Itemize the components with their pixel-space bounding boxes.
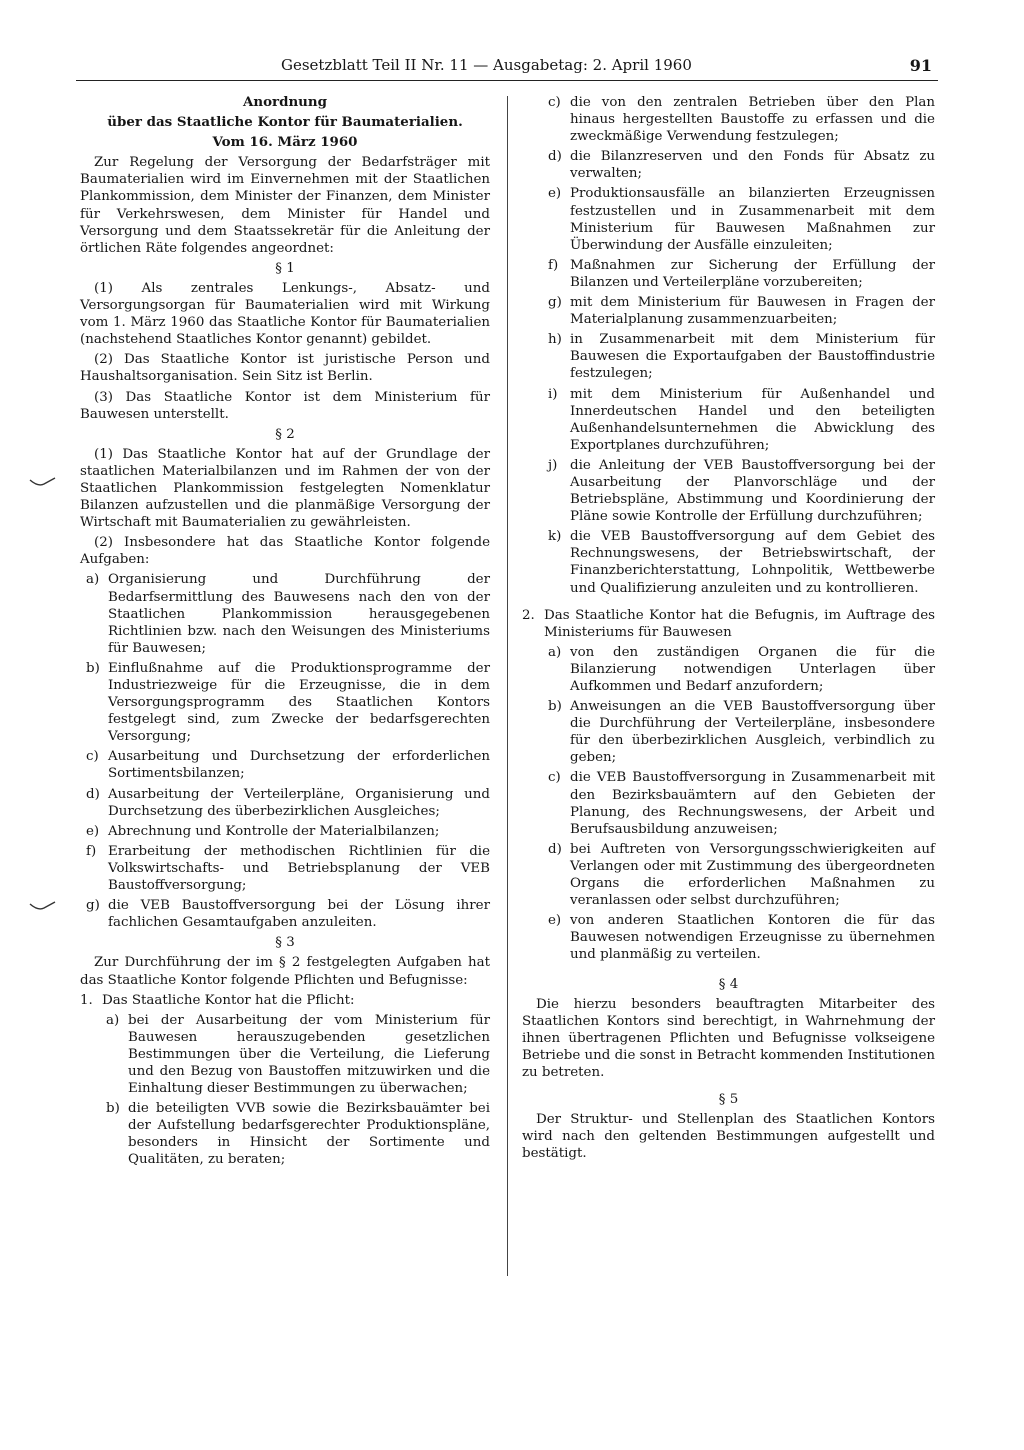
margin-checkmark-icon — [28, 476, 58, 488]
section-heading-5: § 5 — [718, 1092, 739, 1108]
list-item: j) die Anleitung der VEB Baustoffversorgung bei der Ausarbeitung der Planvorschläge und der Betriebspläne, Abstimmung und Koordinierung der Pläne sowie Kontrolle der Erfüllung durchzuführen; — [548, 457, 935, 525]
section-heading-1: § 1 — [275, 260, 295, 276]
numbered-item: 2. Das Staatliche Kontor hat die Befugnis, im Auftrage des Ministeriums für Bauwesen — [522, 607, 935, 640]
list-item: a) bei der Ausarbeitung der vom Ministerium für Bauwesen herauszugebenden gesetzlichen Bestimmungen über die Verteilung, die Lieferung und den Bezug von Baustoffen mitzuwirken und die Einhaltung dieser Bestimmungen zu überwachen; — [106, 1012, 490, 1097]
list-item: d) Ausarbeitung der Verteilerpläne, Organisierung und Durchsetzung des überbezirklichen Ausgleiches; — [86, 786, 490, 819]
list-item: h) in Zusammenarbeit mit dem Ministerium für Bauwesen die Exportaufgaben der Baustoffindustrie festzulegen; — [548, 332, 935, 382]
left-column — [80, 94, 490, 1172]
section-5-text: Der Struktur- und Stellenplan des Staatlichen Kontors wird nach den geltenden Bestimmungen aufgestellt und bestätigt. — [522, 1112, 935, 1162]
list-item: g) die VEB Baustoffversorgung bei der Lösung ihrer fachlichen Gesamtaufgaben anzuleiten. — [86, 898, 490, 931]
list-item: g) mit dem Ministerium für Bauwesen in Fragen der Materialplanung zusammenzuarbeiten; — [548, 295, 935, 328]
section-1-paragraph-1: (1) Als zentrales Lenkungs-, Absatz- und Versorgungsorgan für Baumaterialien wird mit Wirkung vom 1. März 1960 das Staatliche Kontor für Baumaterialien (nachstehend Staatliches Kontor genannt) gebildet. — [80, 280, 490, 348]
margin-checkmark-icon — [28, 900, 58, 912]
list-item: f) Maßnahmen zur Sicherung der Erfüllung der Bilanzen und Verteilerpläne vorzubereiten; — [548, 257, 935, 290]
section-2-paragraph-2: (2) Insbesondere hat das Staatliche Kontor folgende Aufgaben: — [80, 535, 490, 568]
preamble: Zur Regelung der Versorgung der Bedarfsträger mit Baumaterialien wird im Einvernehmen mit der Staatlichen Plankommission, dem Minister der Finanzen, dem Minister für Verkehrswesen, dem Minister für Handel und Versorgung und dem Staatssekretär für die Anleitung der örtlichen Räte folgendes angeordnet: — [80, 155, 490, 256]
section-3-intro: Zur Durchführung der im § 2 festgelegten Aufgaben hat das Staatliche Kontor folgende Pflichten und Befugnisse: — [80, 955, 490, 988]
document-date: Vom 16. März 1960 — [212, 134, 358, 151]
list-item: c) Ausarbeitung und Durchsetzung der erforderlichen Sortimentsbilanzen; — [86, 749, 490, 782]
list-item: d) bei Auftreten von Versorgungsschwierigkeiten auf Verlangen oder mit Zustimmung des übergeordneten Organs die erforderlichen Maßnahmen zu veranlassen oder selbst durchzuführen; — [548, 841, 935, 909]
page-header — [76, 56, 938, 80]
list-item: e) Abrechnung und Kontrolle der Materialbilanzen; — [86, 823, 440, 839]
list-item: a) von den zuständigen Organen die für die Bilanzierung notwendigen Unterlagen über Aufkommen und Bedarf anzufordern; — [548, 644, 935, 694]
section-1-paragraph-2: (2) Das Staatliche Kontor ist juristische Person und Haushaltsorganisation. Sein Sitz ist Berlin. — [80, 352, 490, 385]
page-number: 91 — [909, 56, 932, 75]
list-item: a) Organisierung und Durchführung der Bedarfsermittlung des Bauwesens nach den von der Staatlichen Plankommission herausgegebenen Richtlinien bzw. nach den Weisungen des Ministeriums für Bauwesen; — [86, 572, 490, 656]
document-subtitle: über das Staatliche Kontor für Baumaterialien. — [107, 114, 463, 131]
list-item: f) Erarbeitung der methodischen Richtlinien für die Volkswirtschafts- und Betriebsplanung der VEB Baustoffversorgung; — [86, 843, 490, 894]
right-column — [522, 94, 935, 1165]
section-heading-2: § 2 — [275, 426, 295, 442]
list-item: i) mit dem Ministerium für Außenhandel und Innerdeutschen Handel und den beteiligten Außenhandelsunternehmen die Abwicklung des Exportplanes durchzuführen; — [548, 386, 935, 453]
list-item: c) die VEB Baustoffversorgung in Zusammenarbeit mit den Bezirksbauämtern auf den Gebieten der Planung, des Rechnungswesens, der Arbeit und Berufsausbildung anzuweisen; — [548, 770, 935, 837]
numbered-item: 1. Das Staatliche Kontor hat die Pflicht: — [80, 992, 355, 1008]
list-item: e) von anderen Staatlichen Kontoren die für das Bauwesen notwendigen Erzeugnisse zu übernehmen und planmäßig zu verteilen. — [548, 913, 935, 963]
list-item: b) Anweisungen an die VEB Baustoffversorgung über die Durchführung der Verteilerpläne, insbesondere für den überbezirklichen Ausgleich, verbindlich zu geben; — [548, 699, 935, 766]
header-title: Gesetzblatt Teil II Nr. 11 — Ausgabetag: 2. April 1960 — [281, 56, 692, 74]
section-1-paragraph-3: (3) Das Staatliche Kontor ist dem Ministerium für Bauwesen unterstellt. — [80, 389, 490, 422]
document-title: Anordnung — [242, 94, 328, 110]
section-heading-3: § 3 — [275, 935, 295, 951]
section-heading-4: § 4 — [718, 976, 739, 992]
list-item: b) Einflußnahme auf die Produktionsprogramme der Industriezweige für die Erzeugnisse, die in dem Versorgungsprogramm des Staatlichen Kontors festgelegt sind, zum Zwecke der bedarfsgerechten Versorgung; — [86, 660, 490, 745]
section-2-paragraph-1: (1) Das Staatliche Kontor hat auf der Grundlage der staatlichen Materialbilanzen und im Rahmen der von der Staatlichen Plankommission festgelegten Nomenklatur Bilanzen aufzustellen und die planmäßige Versorgung der Wirtschaft mit Baumaterialien zu gewährleisten. — [80, 446, 490, 531]
column-divider — [507, 96, 508, 1276]
header-rule — [76, 80, 938, 81]
list-item: c) die von den zentralen Betrieben über den Plan hinaus hergestellten Baustoffe zu erfassen und die zweckmäßige Verwendung festzulegen; — [548, 95, 935, 145]
list-item: d) die Bilanzreserven und den Fonds für Absatz zu verwalten; — [548, 149, 935, 182]
list-item: k) die VEB Baustoffversorgung auf dem Gebiet des Rechnungswesens, der Betriebswirtschaft, der Finanzberichterstattung, Lohnpolitik, Wettbewerbe und Qualifizierung anzuleiten und zu kontrollieren. — [548, 529, 935, 596]
section-4-text: Die hierzu besonders beauftragten Mitarbeiter des Staatlichen Kontors sind berechtigt, in Wahrnehmung der ihnen übertragenen Pflichten und Befugnisse volkseigene Betriebe und die sonst in Betracht kommenden Institutionen zu betreten. — [522, 996, 935, 1080]
list-item: e) Produktionsausfälle an bilanzierten Erzeugnissen festzustellen und in Zusammenarbeit mit dem Ministerium für Bauwesen Maßnahmen zur Überwindung der Ausfälle einzuleiten; — [548, 186, 935, 253]
list-item: b) die beteiligten VVB sowie die Bezirksbauämter bei der Aufstellung bedarfsgerechter Produktionspläne, besonders in Hinsicht der Sortimente und Qualitäten, zu beraten; — [106, 1101, 490, 1168]
